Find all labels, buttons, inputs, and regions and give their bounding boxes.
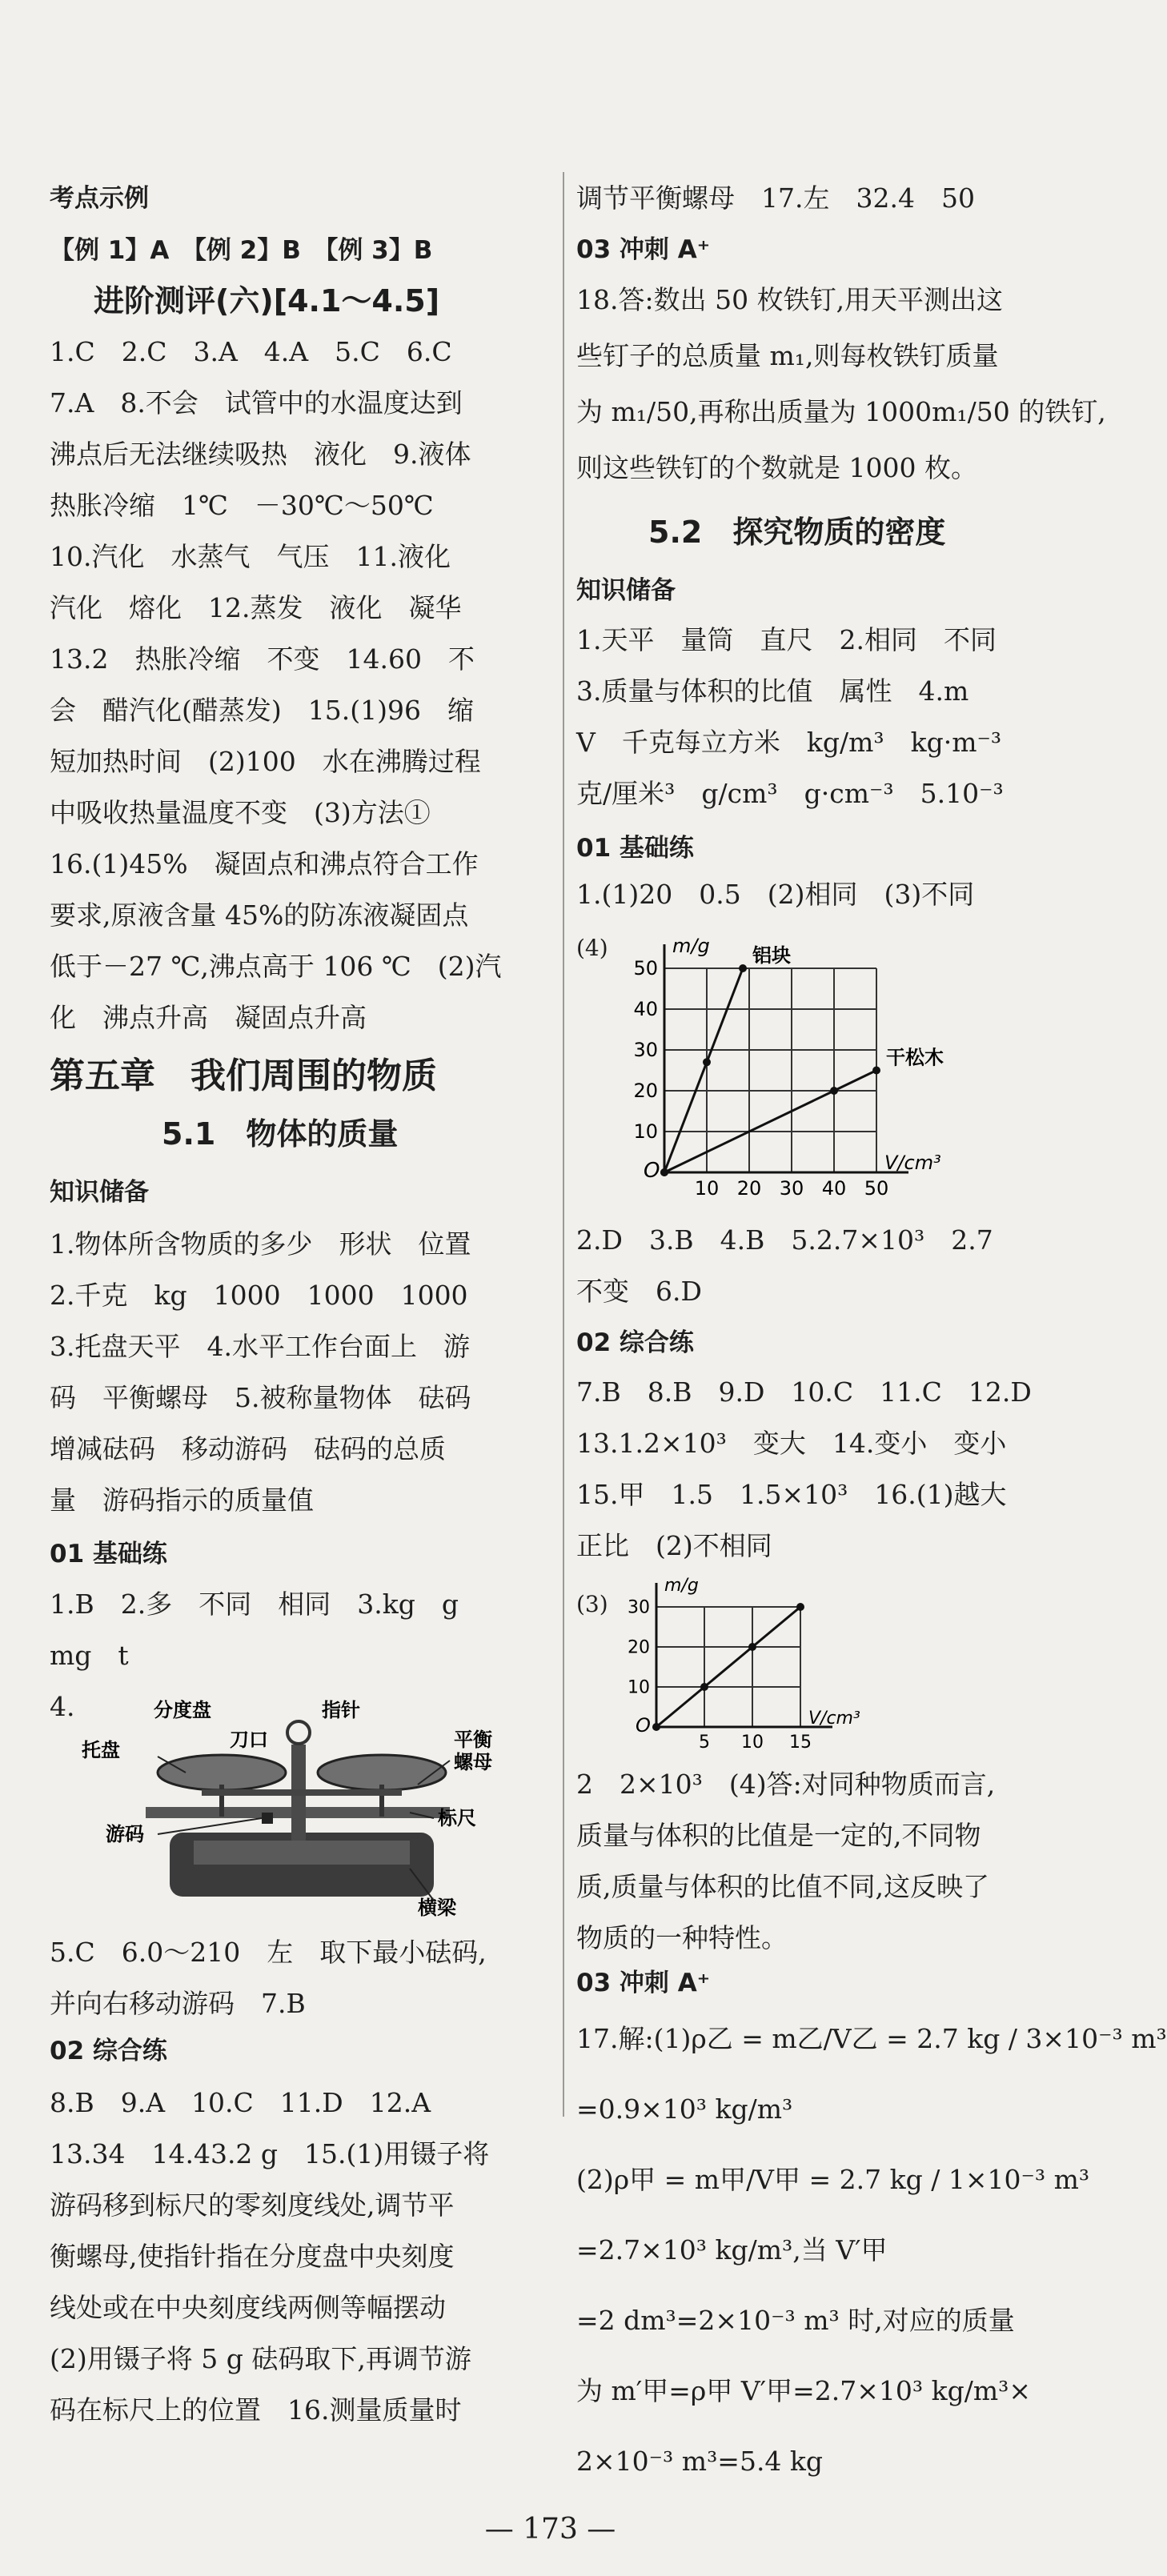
label-tuopan: 托盘 <box>82 1739 120 1761</box>
series-line <box>664 968 743 1172</box>
data-point <box>872 1067 880 1075</box>
x-tick-label: 50 <box>864 1177 889 1200</box>
answer-line: 2.千克 kg 1000 1000 1000 <box>50 1280 468 1311</box>
section-title-5-2: 5.2 探究物质的密度 <box>648 515 946 550</box>
x-tick-label: 40 <box>821 1177 847 1200</box>
answer-line: 7.A 8.不会 试管中的水温度达到 <box>50 387 463 419</box>
data-point <box>700 1683 708 1691</box>
answer-line: 正比 (2)不相同 <box>576 1530 772 1561</box>
answer-line: 为 m₁/50,再称出质量为 1000m₁/50 的铁钉, <box>576 396 1106 427</box>
answer-line: 物质的一种特性。 <box>576 1922 788 1953</box>
density-chart-1 <box>608 920 960 1208</box>
data-point <box>652 1723 660 1731</box>
answer-line: 调节平衡螺母 17.左 32.4 50 <box>576 182 975 214</box>
y-tick-label: 30 <box>628 1597 650 1618</box>
answer-line: 2 2×10³ (4)答:对同种物质而言, <box>576 1769 996 1800</box>
answer-line: 码 平衡螺母 5.被称量物体 砝码 <box>50 1382 471 1413</box>
chapter-title: 第五章 我们周围的物质 <box>50 1056 437 1096</box>
answer-line: 18.答:数出 50 枚铁钉,用天平测出这 <box>576 284 1004 315</box>
answer-line: 17.解:(1)ρ乙 = m乙/V乙 = 2.7 kg / 3×10⁻³ m³ <box>576 2023 1167 2054</box>
answer-line: 15.甲 1.5 1.5×10³ 16.(1)越大 <box>576 1479 1007 1510</box>
y-tick-label: 20 <box>628 1637 650 1658</box>
data-point <box>830 1087 838 1095</box>
answer-line: 质量与体积的比值是一定的,不同物 <box>576 1820 981 1851</box>
test-title: 进阶测评(六)[4.1～4.5] <box>94 283 440 318</box>
answer-line: 质,质量与体积的比值不同,这反映了 <box>576 1871 989 1902</box>
answer-line: =2 dm³=2×10⁻³ m³ 时,对应的质量 <box>576 2305 1015 2336</box>
section-title: 5.1 物体的质量 <box>162 1116 399 1152</box>
answer-line: 些钉子的总质量 m₁,则每枚铁钉质量 <box>576 340 999 371</box>
answer-line: V 千克每立方米 kg/m³ kg·m⁻³ <box>576 727 1002 758</box>
answer-line: 7.B 8.B 9.D 10.C 11.C 12.D <box>576 1376 1032 1408</box>
origin-label: O <box>644 1159 660 1183</box>
x-axis-label: V/cm³ <box>884 1152 941 1174</box>
x-tick-label: 20 <box>736 1177 762 1200</box>
answer-line: 码在标尺上的位置 16.测量质量时 <box>50 2394 462 2426</box>
jichu-heading: 01 基础练 <box>50 1540 167 1568</box>
answer-line: 低于－27 ℃,沸点高于 106 ℃ (2)汽 <box>50 951 502 982</box>
answer-line: 增减砝码 移动游码 砝码的总质 <box>50 1433 446 1464</box>
y-tick-label: 10 <box>628 1677 650 1698</box>
answer-line: 3.质量与体积的比值 属性 4.m <box>576 675 969 707</box>
y-tick-label: 40 <box>633 998 658 1020</box>
answer-line: 1.物体所含物质的多少 形状 位置 <box>50 1228 471 1260</box>
answer-line: 16.(1)45% 凝固点和沸点符合工作 <box>50 848 479 879</box>
kaodian-heading: 考点示例 <box>50 184 149 213</box>
answer-line: 会 醋汽化(醋蒸发) 15.(1)96 缩 <box>50 695 474 726</box>
answer-line: mg t <box>50 1640 129 1671</box>
answer-line: =0.9×10³ kg/m³ <box>576 2093 793 2125</box>
density-chart-2 <box>608 1575 864 1767</box>
answer-line: 量 游码指示的质量值 <box>50 1484 314 1516</box>
jichu-line-right: 1.(1)20 0.5 (2)相同 (3)不同 <box>576 879 975 910</box>
x-tick-label: 10 <box>694 1177 720 1200</box>
answer-line: 不变 6.D <box>576 1276 702 1307</box>
x-axis-label: V/cm³ <box>808 1709 860 1729</box>
answer-line: 8.B 9.A 10.C 11.D 12.A <box>50 2087 431 2118</box>
zonghe-heading-right: 02 综合练 <box>576 1328 694 1357</box>
answer-line: 10.汽化 水蒸气 气压 11.液化 <box>50 541 451 572</box>
answer-line: 4. <box>50 1691 75 1722</box>
balance-plate <box>194 1841 410 1865</box>
label-luomu: 螺母 <box>454 1751 492 1773</box>
answer-line: 5.C 6.0～210 左 取下最小砝码, <box>50 1937 487 1968</box>
label-zhizhen: 指针 <box>322 1699 360 1721</box>
answer-line: 汽化 熔化 12.蒸发 液化 凝华 <box>50 592 462 623</box>
answer-line: 13.2 热胀冷缩 不变 14.60 不 <box>50 643 475 675</box>
answer-line: 1.C 2.C 3.A 4.A 5.C 6.C <box>50 336 452 367</box>
data-point <box>660 1168 668 1176</box>
y-tick-label: 20 <box>633 1080 658 1102</box>
answer-line: 3.托盘天平 4.水平工作台面上 游 <box>50 1331 470 1362</box>
data-point <box>739 964 747 972</box>
balance-rider <box>262 1813 273 1824</box>
label-hengliang: 横梁 <box>418 1897 456 1919</box>
answer-line: 沸点后无法继续吸热 液化 9.液体 <box>50 439 471 470</box>
answer-line: 2.D 3.B 4.B 5.2.7×10³ 2.7 <box>576 1224 993 1256</box>
chongci-heading-2: 03 冲刺 A⁺ <box>576 1969 711 1997</box>
answer-line: 为 m′甲=ρ甲 V′甲=2.7×10³ kg/m³× <box>576 2375 1032 2406</box>
answer-line: =2.7×10³ kg/m³,当 V′甲 <box>576 2234 888 2266</box>
label-pingheng: 平衡 <box>454 1729 492 1751</box>
answer-line: 则这些铁钉的个数就是 1000 枚。 <box>576 452 977 483</box>
answer-line: 化 沸点升高 凝固点升高 <box>50 1002 367 1033</box>
zhishi-heading-right: 知识储备 <box>576 576 676 605</box>
answer-line: 要求,原液含量 45%的防冻液凝固点 <box>50 899 469 931</box>
answer-line: 短加热时间 (2)100 水在沸腾过程 <box>50 746 481 777</box>
page-number: — 173 — <box>484 2513 616 2546</box>
origin-label: O <box>636 1714 651 1737</box>
data-point <box>703 1058 711 1066</box>
x-tick-label: 5 <box>699 1733 710 1753</box>
answer-line: 衡螺母,使指针指在分度盘中央刻度 <box>50 2241 455 2272</box>
x-tick-label: 10 <box>741 1733 764 1753</box>
answer-line: 中吸收热量温度不变 (3)方法① <box>50 797 431 828</box>
y-tick-label: 10 <box>633 1120 658 1143</box>
series-label: 铝块 <box>752 944 792 967</box>
chongci-heading: 03 冲刺 A⁺ <box>576 235 711 264</box>
answer-line: 线处或在中央刻度线两侧等幅摆动 <box>50 2292 446 2323</box>
y-axis-label: m/g <box>664 1576 699 1596</box>
series-line <box>664 1071 876 1173</box>
x-tick-label: 15 <box>789 1733 812 1753</box>
answer-line: 13.34 14.43.2 g 15.(1)用镊子将 <box>50 2138 490 2169</box>
series-label: 干松木 <box>886 1046 944 1069</box>
answer-line: 1.天平 量筒 直尺 2.相同 不同 <box>576 624 997 655</box>
answer-line: 13.1.2×10³ 变大 14.变小 变小 <box>576 1428 1007 1459</box>
data-point <box>796 1603 804 1611</box>
answer-line: (2)用镊子将 5 g 砝码取下,再调节游 <box>50 2343 471 2374</box>
examples-line: 【例 1】A 【例 2】B 【例 3】B <box>50 236 433 265</box>
pointer-line-youma <box>158 1818 262 1834</box>
balance-dial <box>287 1721 310 1744</box>
balance-figure <box>82 1697 530 1921</box>
y-tick-label: 30 <box>633 1039 658 1061</box>
answer-line: 游码移到标尺的零刻度线处,调节平 <box>50 2189 455 2221</box>
y-axis-label: m/g <box>672 935 710 957</box>
answer-line: 1.B 2.多 不同 相同 3.kg g <box>50 1588 459 1620</box>
answer-line: (2)ρ甲 = m甲/V甲 = 2.7 kg / 1×10⁻³ m³ <box>576 2164 1090 2195</box>
x-tick-label: 30 <box>779 1177 804 1200</box>
label-fenduanpan: 分度盘 <box>154 1699 211 1721</box>
chart2-number: (3) <box>576 1591 608 1617</box>
label-biaochi: 标尺 <box>438 1807 476 1829</box>
answer-line: 并向右移动游码 7.B <box>50 1988 306 2019</box>
zhishi-heading: 知识储备 <box>50 1178 149 1207</box>
label-daokou: 刀口 <box>230 1729 268 1751</box>
label-youma: 游码 <box>106 1823 144 1845</box>
zonghe-heading: 02 综合练 <box>50 2037 167 2065</box>
jichu-heading-right: 01 基础练 <box>576 834 694 863</box>
chart1-number: (4) <box>576 935 608 961</box>
answer-line: 热胀冷缩 1℃ －30℃～50℃ <box>50 490 434 521</box>
column-divider <box>563 172 564 2117</box>
series-line <box>656 1607 800 1727</box>
data-point <box>748 1643 756 1651</box>
answer-line: 2×10⁻³ m³=5.4 kg <box>576 2446 824 2477</box>
y-tick-label: 50 <box>633 957 658 980</box>
answer-line: 克/厘米³ g/cm³ g·cm⁻³ 5.10⁻³ <box>576 778 1004 809</box>
